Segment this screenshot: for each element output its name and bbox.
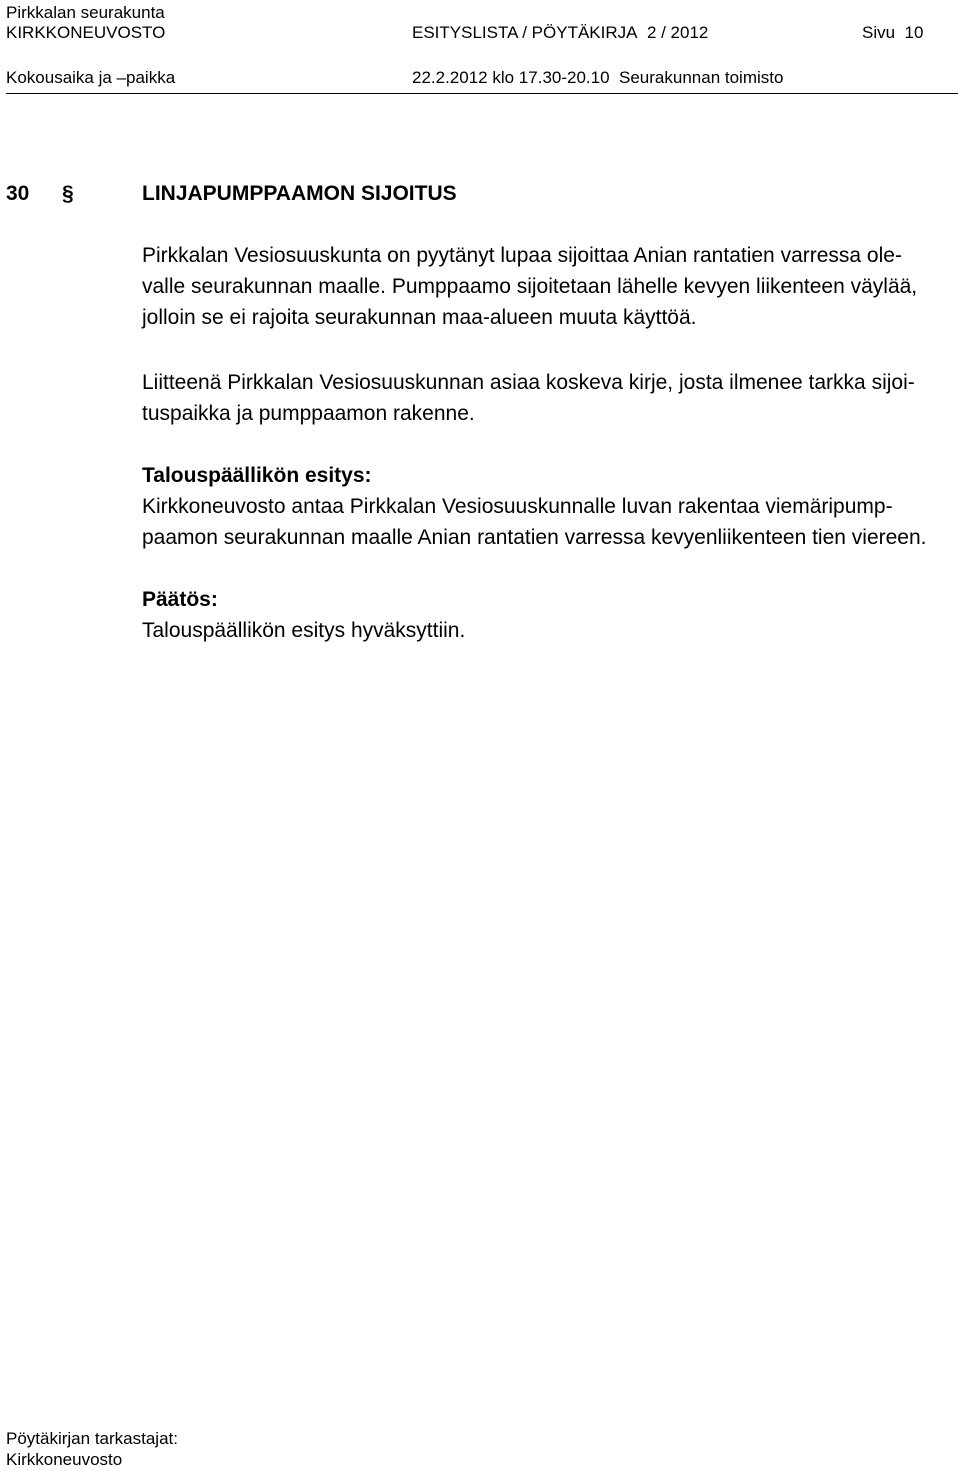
- reviewers-label: Pöytäkirjan tarkastajat:: [6, 1429, 178, 1448]
- section-title: LINJAPUMPPAAMON SIJOITUS: [142, 182, 457, 205]
- paragraph-request: [142, 240, 954, 333]
- section-number: 30: [6, 182, 30, 205]
- document-type-label: ESITYSLISTA / PÖYTÄKIRJA: [412, 23, 638, 42]
- proposal-block: [142, 460, 954, 553]
- paragraph-line: valle seurakunnan maalle. Pumppaamo sijoitetaan lähelle kevyen liikenteen väylää,: [142, 275, 918, 298]
- decision-block: [142, 584, 954, 646]
- header-divider: [6, 93, 958, 94]
- paragraph-line: paamon seurakunnan maalle Anian rantatien varressa kevyenliikenteen tien viereen.: [142, 526, 927, 549]
- footer-body-name: Kirkkoneuvosto: [6, 1450, 123, 1469]
- page-label: Sivu: [862, 23, 896, 42]
- meeting-details: [412, 68, 783, 88]
- paragraph-line: Kirkkoneuvosto antaa Pirkkalan Vesiosuuskunnalle luvan rakentaa viemäripump-: [142, 495, 893, 518]
- document-type: [412, 23, 708, 43]
- paragraph-line: tuspaikka ja pumppaamon rakenne.: [142, 402, 475, 425]
- body-name: KIRKKONEUVOSTO: [6, 23, 166, 42]
- meeting-place: Seurakunnan toimisto: [619, 68, 784, 87]
- page-indicator: [862, 23, 923, 43]
- document-number: 2 / 2012: [646, 23, 709, 42]
- paragraph-line: jolloin se ei rajoita seurakunnan maa-alueen muuta käyttöä.: [142, 306, 697, 329]
- proposal-heading: Talouspäällikön esitys:: [142, 464, 372, 487]
- paragraph-line: Pirkkalan Vesiosuuskunta on pyytänyt lupaa sijoittaa Anian rantatien varressa ole-: [142, 244, 902, 267]
- paragraph-attachment: [142, 367, 954, 429]
- meeting-time: 22.2.2012 klo 17.30-20.10: [412, 68, 610, 87]
- decision-text: Talouspäällikön esitys hyväksyttiin.: [142, 619, 466, 642]
- paragraph-line: Liitteenä Pirkkalan Vesiosuuskunnan asiaa koskeva kirje, josta ilmenee tarkka sijoi-: [142, 371, 915, 394]
- page-number: 10: [904, 23, 924, 42]
- decision-heading: Päätös:: [142, 588, 218, 611]
- meeting-label: Kokousaika ja –paikka: [6, 68, 176, 87]
- organization-name: Pirkkalan seurakunta: [6, 3, 165, 22]
- section-symbol: §: [62, 182, 74, 205]
